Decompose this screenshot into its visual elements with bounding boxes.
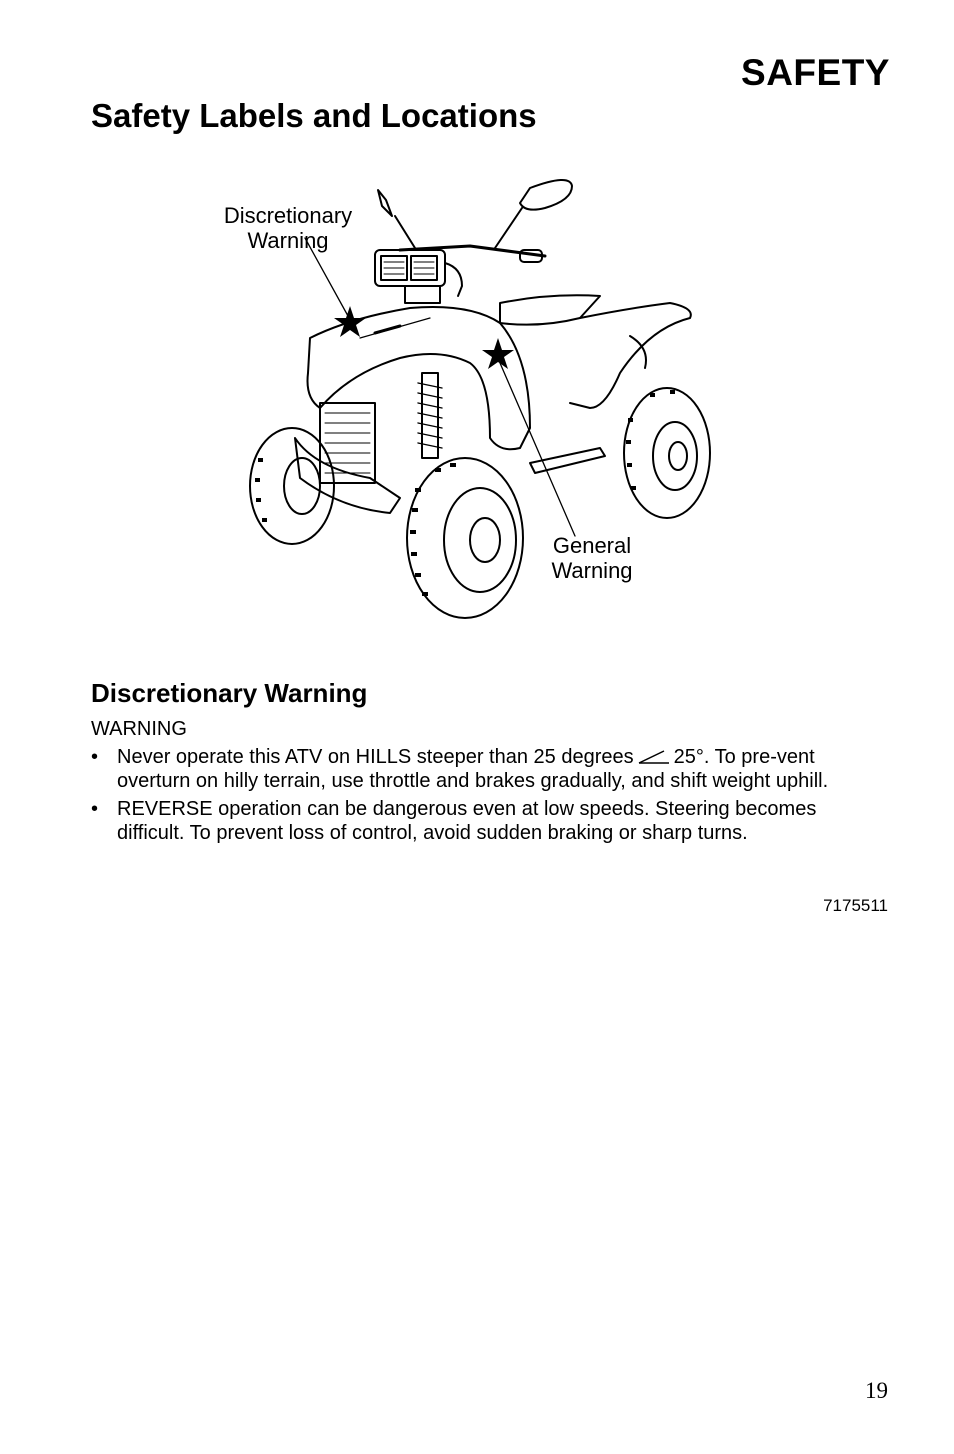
bullet: • [91,746,99,768]
list-item: • Never operate this ATV on HILLS steeper than 25 degrees 25°. To pre-vent overturn on hilly terrain, use throttle and brakes gradually, and shift weight uphill. [91,746,829,792]
slope-angle-icon [638,749,670,765]
seat [500,295,600,324]
front-fender-body [308,307,531,449]
page-number: 19 [865,1378,888,1403]
list-item: • REVERSE operation can be dangerous even at low speeds. Steering becomes difficult. To prevent loss of control, avoid sudden braking or sharp turns. [91,798,817,844]
general-label-star [482,338,514,369]
page-title: Safety Labels and Locations [91,97,537,134]
warning-label: WARNING [91,718,187,740]
part-number: 7175511 [823,896,888,915]
callout-general-warning: General Warning [551,533,633,583]
section-header: SAFETY [741,52,890,93]
warning-list [91,746,881,850]
callout-discretionary-warning: Discretionary Warning [223,203,353,253]
right-mirror [520,180,572,210]
left-mirror [378,190,392,216]
front-bumper [295,438,400,513]
discretionary-label-star [334,306,366,337]
discretionary-warning-heading: Discretionary Warning [91,678,368,708]
front-left-wheel [250,428,334,544]
bullet: • [91,798,99,820]
